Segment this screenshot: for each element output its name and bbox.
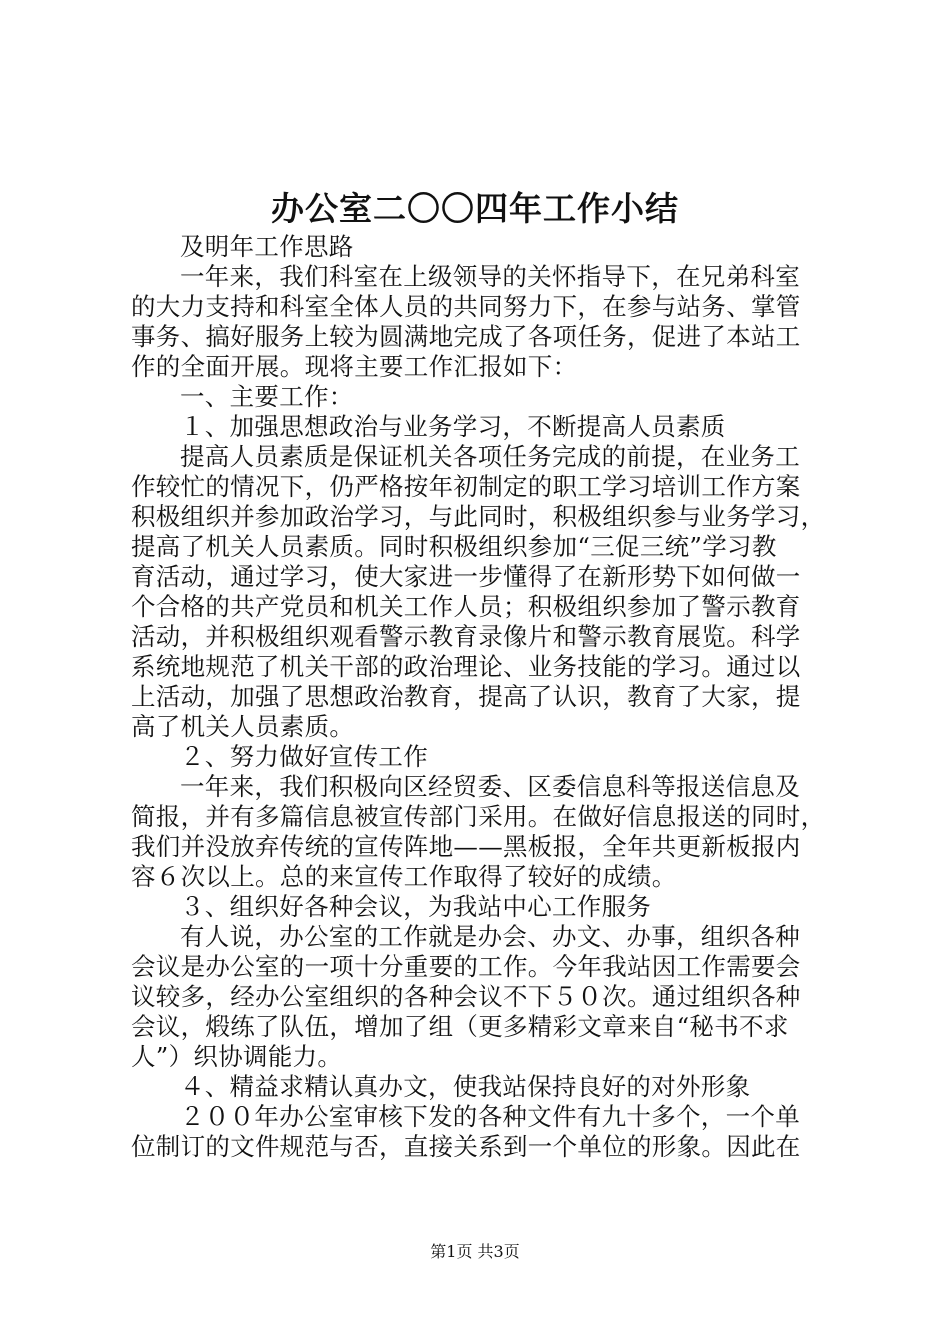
paragraph-line: 个合格的共产党员和机关工作人员；积极组织参加了警示教育 bbox=[131, 592, 801, 621]
paragraph-line: 积极组织并参加政治学习，与此同时，积极组织参与业务学习， bbox=[131, 502, 826, 531]
subsection-heading: ２、努力做好宣传工作 bbox=[180, 742, 428, 771]
paragraph-line: 上活动，加强了思想政治教育，提高了认识，教育了大家，提 bbox=[131, 682, 801, 711]
paragraph-line: 人”）织协调能力。 bbox=[131, 1042, 343, 1071]
paragraph-line: 简报，并有多篇信息被宣传部门采用。在做好信息报送的同时， bbox=[131, 802, 826, 831]
subsection-heading: ４、精益求精认真办文，使我站保持良好的对外形象 bbox=[180, 1072, 751, 1101]
paragraph-line: 的大力支持和科室全体人员的共同努力下，在参与站务、掌管 bbox=[131, 292, 801, 321]
paragraph-line: 提高人员素质是保证机关各项任务完成的前提，在业务工 bbox=[180, 442, 800, 471]
paragraph-line: 议较多，经办公室组织的各种会议不下５０次。通过组织各种 bbox=[131, 982, 801, 1011]
paragraph-line: 作的全面开展。现将主要工作汇报如下： bbox=[131, 352, 578, 381]
paragraph-line: 高了机关人员素质。 bbox=[131, 712, 355, 741]
paragraph-line: 育活动，通过学习，使大家进一步懂得了在新形势下如何做一 bbox=[131, 562, 801, 591]
section-heading: 一、主要工作： bbox=[180, 382, 354, 411]
document-body bbox=[131, 232, 831, 1162]
paragraph-line: 提高了机关人员素质。同时积极组织参加“三促三统”学习教 bbox=[131, 532, 777, 561]
subsection-heading: ３、组织好各种会议，为我站中心工作服务 bbox=[180, 892, 652, 921]
paragraph-line: 会议，煅练了队伍，增加了组（更多精彩文章来自“秘书不求 bbox=[131, 1012, 789, 1041]
paragraph-line: 一年来，我们积极向区经贸委、区委信息科等报送信息及 bbox=[180, 772, 800, 801]
paragraph-line: 作较忙的情况下，仍严格按年初制定的职工学习培训工作方案 bbox=[131, 472, 801, 501]
paragraph-line: 容６次以上。总的来宣传工作取得了较好的成绩。 bbox=[131, 862, 677, 891]
paragraph-line: ２００年办公室审核下发的各种文件有九十多个，一个单 bbox=[180, 1102, 800, 1131]
subsection-heading: １、加强思想政治与业务学习，不断提高人员素质 bbox=[180, 412, 726, 441]
paragraph-line: 一年来，我们科室在上级领导的关怀指导下，在兄弟科室 bbox=[180, 262, 800, 291]
paragraph-line: 活动，并积极组织观看警示教育录像片和警示教育展览。科学 bbox=[131, 622, 801, 651]
paragraph-line: 有人说，办公室的工作就是办会、办文、办事，组织各种 bbox=[180, 922, 800, 951]
paragraph-line: 事务、搞好服务上较为圆满地完成了各项任务，促进了本站工 bbox=[131, 322, 801, 351]
paragraph-line: 系统地规范了机关干部的政治理论、业务技能的学习。通过以 bbox=[131, 652, 801, 681]
paragraph-line: 我们并没放弃传统的宣传阵地——黑板报，全年共更新板报内 bbox=[131, 832, 801, 861]
page-number-footer: 第1页 共3页 bbox=[430, 1242, 520, 1261]
document-title: 办公室二〇〇四年工作小结 bbox=[271, 189, 679, 228]
paragraph-line: 会议是办公室的一项十分重要的工作。今年我站因工作需要会 bbox=[131, 952, 801, 981]
paragraph-line: 位制订的文件规范与否，直接关系到一个单位的形象。因此在 bbox=[131, 1132, 801, 1161]
subtitle-line: 及明年工作思路 bbox=[180, 232, 354, 261]
